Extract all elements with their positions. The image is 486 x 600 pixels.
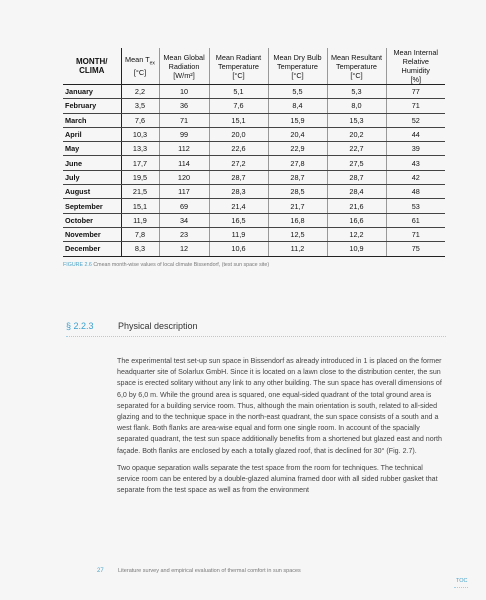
value-cell: 69 — [159, 199, 209, 213]
value-cell: 61 — [386, 213, 445, 227]
value-cell: 21,7 — [268, 199, 327, 213]
figure-caption — [63, 262, 269, 268]
value-cell: 20,0 — [209, 127, 268, 141]
value-cell: 28,7 — [268, 170, 327, 184]
value-cell: 43 — [386, 156, 445, 170]
value-cell: 71 — [386, 227, 445, 241]
value-cell: 75 — [386, 242, 445, 256]
value-cell: 27,5 — [327, 156, 386, 170]
figure-caption-text: Cmean month-wise values of local climate Bissendorf, (test sun space site) — [93, 262, 270, 268]
value-cell: 28,7 — [209, 170, 268, 184]
value-cell: 5,3 — [327, 85, 386, 99]
month-cell: May — [63, 142, 121, 156]
value-cell: 8,3 — [121, 242, 159, 256]
value-cell: 15,9 — [268, 113, 327, 127]
value-cell: 3,5 — [121, 99, 159, 113]
table-row — [63, 127, 445, 141]
value-cell: 16,6 — [327, 213, 386, 227]
value-cell: 2,2 — [121, 85, 159, 99]
toc-link[interactable]: TOC — [456, 578, 468, 584]
value-cell: 34 — [159, 213, 209, 227]
value-cell: 114 — [159, 156, 209, 170]
value-cell: 10,3 — [121, 127, 159, 141]
value-cell: 21,4 — [209, 199, 268, 213]
page-number: 27 — [97, 568, 104, 574]
table-row — [63, 213, 445, 227]
value-cell: 21,6 — [327, 199, 386, 213]
paragraph: Two opaque separation walls separate the test space from the room for techniques. The technical service room can be entered by a double-glazed alumina framed door with all sided rubber gasket that separate from the test space as well as from the environment — [117, 463, 438, 495]
table-row — [63, 199, 445, 213]
value-cell: 20,4 — [268, 127, 327, 141]
value-cell: 39 — [386, 142, 445, 156]
value-cell: 71 — [159, 113, 209, 127]
month-cell: April — [63, 127, 121, 141]
value-cell: 28,3 — [209, 185, 268, 199]
month-cell: July — [63, 170, 121, 184]
climate-table-container — [63, 48, 445, 257]
value-cell: 8,4 — [268, 99, 327, 113]
value-cell: 77 — [386, 85, 445, 99]
value-cell: 28,4 — [327, 185, 386, 199]
value-cell: 10,9 — [327, 242, 386, 256]
paragraph: The experimental test set-up sun space in Bissendorf as already introduced in 1 is placed on the former headquarter site of Solarlux GmbH. Since it is located on a lawn close to the distribution center, the sun space is erected solitary without any link to any other building. The sun space has overall dimensions of 6,0 by 6,0 m. While the ground area is squared, one equal-sided quadrant of the total ground area is separated for a building service room. Thus, although the main orientation is south, related to all-sided glazing and to the technique space in the north-east quadrant, the sun space consists of a south and a west flank. Both flanks are area-wise equal and form one single room. In account of the spacially separated quadrant, the test sun space additionally benefits from a shortened but glazed east and north façade. Both flanks are enclosed by each a totally glazed roof, that is declined for 30° (Fig. 2.7). — [117, 357, 442, 455]
value-cell: 53 — [386, 199, 445, 213]
header-resultant-temperature: Mean Resultant Temperature [°C] — [327, 48, 386, 85]
month-cell: October — [63, 213, 121, 227]
value-cell: 16,5 — [209, 213, 268, 227]
header-dry-bulb-temperature: Mean Dry Bulb Temperature [°C] — [268, 48, 327, 85]
month-cell: January — [63, 85, 121, 99]
value-cell: 5,5 — [268, 85, 327, 99]
value-cell: 28,7 — [327, 170, 386, 184]
value-cell: 23 — [159, 227, 209, 241]
value-cell: 15,1 — [121, 199, 159, 213]
value-cell: 12,5 — [268, 227, 327, 241]
table-row — [63, 142, 445, 156]
value-cell: 15,1 — [209, 113, 268, 127]
table-row — [63, 242, 445, 256]
value-cell: 27,8 — [268, 156, 327, 170]
value-cell: 7,8 — [121, 227, 159, 241]
section-number: § 2.2.3 — [66, 321, 94, 331]
value-cell: 20,2 — [327, 127, 386, 141]
value-cell: 21,5 — [121, 185, 159, 199]
value-cell: 120 — [159, 170, 209, 184]
value-cell: 7,6 — [209, 99, 268, 113]
value-cell: 44 — [386, 127, 445, 141]
value-cell: 22,9 — [268, 142, 327, 156]
climate-table — [63, 48, 445, 257]
value-cell: 11,9 — [121, 213, 159, 227]
header-mean-tex: Mean $T_{ex}$ [°C] — [121, 48, 159, 85]
value-cell: 5,1 — [209, 85, 268, 99]
value-cell: 22,7 — [327, 142, 386, 156]
value-cell: 8,0 — [327, 99, 386, 113]
table-row — [63, 99, 445, 113]
value-cell: 117 — [159, 185, 209, 199]
header-radiant-temperature: Mean Radiant Temperature [°C] — [209, 48, 268, 85]
climate-table-body — [63, 85, 445, 257]
toc-underline — [454, 587, 468, 588]
month-cell: March — [63, 113, 121, 127]
value-cell: 36 — [159, 99, 209, 113]
header-month: MONTH/ CLIMA — [63, 48, 121, 85]
value-cell: 11,9 — [209, 227, 268, 241]
value-cell: 27,2 — [209, 156, 268, 170]
table-header-row — [63, 48, 445, 85]
table-row — [63, 156, 445, 170]
month-cell: November — [63, 227, 121, 241]
month-cell: February — [63, 99, 121, 113]
value-cell: 28,5 — [268, 185, 327, 199]
month-cell: December — [63, 242, 121, 256]
value-cell: 10 — [159, 85, 209, 99]
header-relative-humidity: Mean Internal Relative Humidity [%] — [386, 48, 445, 85]
value-cell: 16,8 — [268, 213, 327, 227]
header-global-radiation: Mean Global Radiation [W/m²] — [159, 48, 209, 85]
running-footer: Literature survey and empirical evaluation of thermal comfort in sun spaces — [118, 568, 301, 574]
value-cell: 99 — [159, 127, 209, 141]
body-text — [117, 356, 447, 502]
table-row — [63, 113, 445, 127]
value-cell: 7,6 — [121, 113, 159, 127]
month-cell: June — [63, 156, 121, 170]
value-cell: 112 — [159, 142, 209, 156]
value-cell: 42 — [386, 170, 445, 184]
value-cell: 15,3 — [327, 113, 386, 127]
value-cell: 12,2 — [327, 227, 386, 241]
figure-label: FIGURE 2.6 — [63, 262, 92, 268]
value-cell: 12 — [159, 242, 209, 256]
section-heading — [66, 320, 446, 337]
table-row — [63, 227, 445, 241]
table-row — [63, 170, 445, 184]
value-cell: 19,5 — [121, 170, 159, 184]
value-cell: 71 — [386, 99, 445, 113]
table-row — [63, 85, 445, 99]
table-row — [63, 185, 445, 199]
value-cell: 52 — [386, 113, 445, 127]
month-cell: August — [63, 185, 121, 199]
value-cell: 48 — [386, 185, 445, 199]
section-title: Physical description — [118, 321, 198, 331]
value-cell: 13,3 — [121, 142, 159, 156]
value-cell: 17,7 — [121, 156, 159, 170]
month-cell: September — [63, 199, 121, 213]
value-cell: 11,2 — [268, 242, 327, 256]
value-cell: 10,6 — [209, 242, 268, 256]
value-cell: 22,6 — [209, 142, 268, 156]
